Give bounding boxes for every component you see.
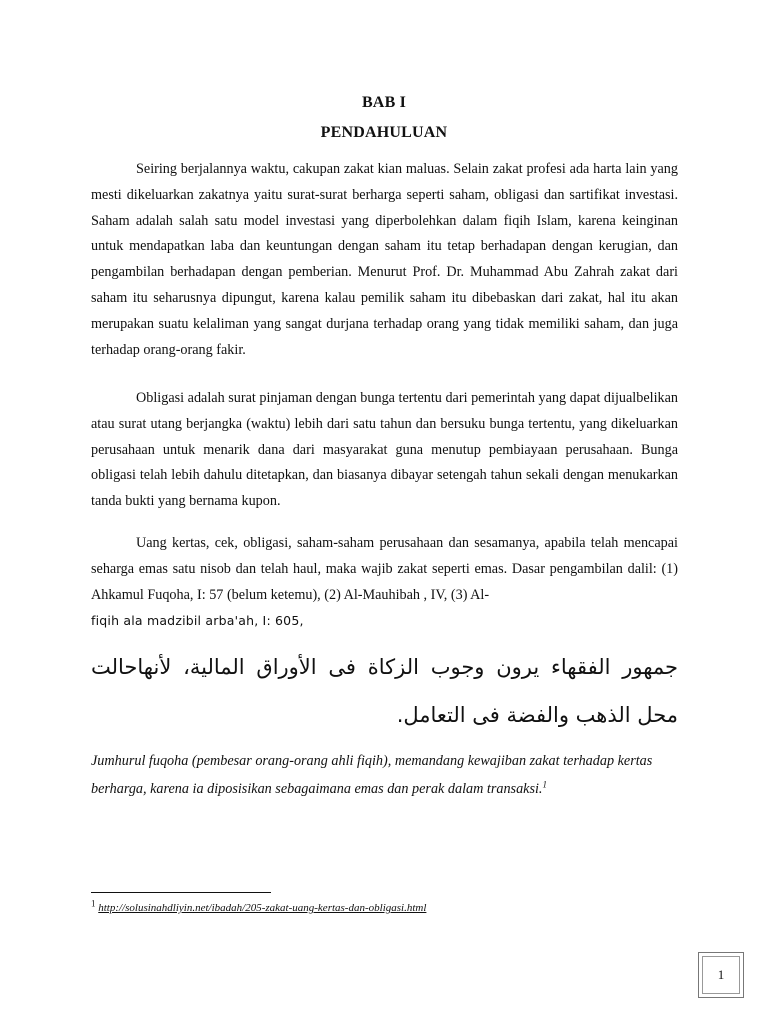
paragraph-obligasi: Obligasi adalah surat pinjaman dengan bunga tertentu dari pemerintah yang dapat dijualbelikan atau surat utang berjangka (waktu) lebih dari satu tahun dan bersuku bunga tertentu, yang dikeluarkan perusahaan untuk menarik dana dari masyarakat guna menutup pembiayaan perusahaan. Bunga obligasi telah lebih dahulu ditetapkan, dan biasanya dibayar setengah tahun sekali dengan menukarkan tanda bukti yang bernama kupon.	[91, 390, 678, 510]
arabic-quote: جمهور الفقهاء يرون وجوب الزكاة فى الأوراق المالية، لأنهاحالت محل الذهب والفضة فى التعامل.	[91, 655, 678, 727]
translation-text: Jumhurul fuqoha (pembesar orang-orang ahli fiqih), memandang kewajiban zakat terhadap kertas berharga, karena ia diposisikan sebagaimana emas dan perak dalam transaksi.	[91, 753, 653, 797]
paragraph-uang-kertas-body: Uang kertas, cek, obligasi, saham-saham perusahaan dan sesamanya, apabila telah mencapai seharga emas satu nisob dan telah haul, maka wajib zakat seperti emas. Dasar pengambilan dalil: (1) Ahkamul Fuqoha, I: 57 (belum ketemu), (2) Al-Mauhibah , IV, (3) Al-	[91, 535, 678, 603]
paragraph-saham: Seiring berjalannya waktu, cakupan zakat kian maluas. Selain zakat profesi ada harta lain yang mesti dikeluarkan zakatnya yaitu surat-surat berharga seperti saham, obligasi dan sartifikat investasi. Saham adalah salah satu model investasi yang diperbolehkan dalam fiqih Islam, karena keinginan untuk mendapatkan laba dan keuntungan dengan saham itu tetap berhadapan dengan kerugian, dan pengambilan berhadapan dengan pemberian. Menurut Prof. Dr. Muhammad Abu Zahrah zakat dari saham itu seharusnya dipungut, karena kalau pemilik saham itu dibebaskan dari zakat, hal itu akan merupakan suatu kelaliman yang sangat durjana terhadap orang yang tidak memiliki saham, dan juga terhadap orang-orang fakir.	[91, 161, 678, 358]
page-number-box	[698, 952, 744, 998]
footnote-divider	[91, 892, 271, 893]
reference-tail: fiqih ala madzibil arba'ah, I: 605,	[91, 613, 304, 629]
footnote	[91, 900, 691, 916]
chapter-title: PENDAHULUAN	[320, 124, 448, 141]
quote-translation	[91, 747, 678, 803]
page-number: 1	[702, 956, 740, 994]
paragraph-uang-kertas	[91, 531, 678, 635]
footnote-link[interactable]: http://solusinahdliyin.net/ibadah/205-zakat-uang-kertas-dan-obligasi.html	[98, 902, 427, 914]
footnote-marker[interactable]: 1	[542, 779, 547, 790]
chapter-label: BAB I	[361, 94, 407, 111]
footnote-number: 1	[91, 898, 96, 909]
